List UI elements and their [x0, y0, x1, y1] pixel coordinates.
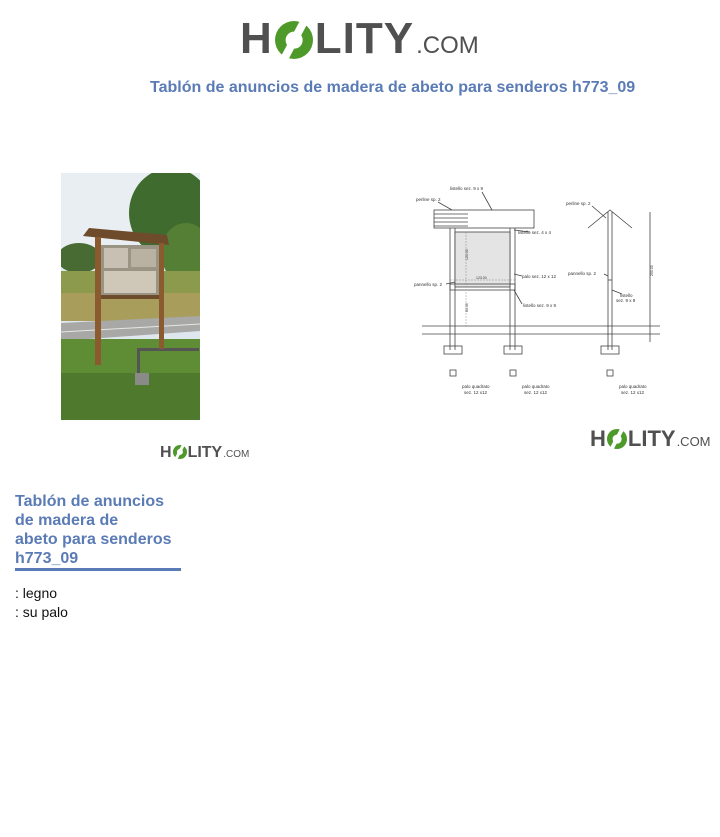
- holity-logo-small: [590, 426, 711, 452]
- logo-text-h: H: [240, 14, 273, 63]
- dim-height-post: 80.00: [465, 303, 469, 312]
- product-heading-line: abeto para senderos: [15, 531, 172, 548]
- label-listello-4x4: listello sez. 4 x 4: [518, 230, 552, 235]
- technical-drawing: [410, 180, 665, 400]
- logo-text-h: H: [590, 426, 606, 451]
- label-palo-quadrato-1: palo quadrato: [462, 384, 490, 389]
- product-heading-line: h773_09: [15, 550, 79, 567]
- product-heading-line: de madera de: [15, 512, 119, 529]
- spec-material: : legno: [15, 585, 58, 601]
- product-heading: [15, 492, 181, 571]
- label-listello-right-sez: sez. 9 x 9: [616, 298, 636, 303]
- label-listello-9x9: listello sez. 9 x 9: [523, 303, 557, 308]
- label-perline-right: perline sp. 2: [566, 201, 591, 206]
- label-perline-left: perline sp. 2: [416, 197, 441, 202]
- product-specs: [15, 584, 68, 622]
- logo-text-com: .COM: [676, 434, 711, 449]
- product-heading-line: Tablón de anuncios: [15, 493, 165, 510]
- label-sez-1: sez. 12 x12: [464, 390, 488, 395]
- label-sez-2: sez. 12 x12: [524, 390, 548, 395]
- label-palo-12x12: palo sez. 12 x 12: [522, 274, 557, 279]
- label-pannello-left: pannello sp. 2: [414, 282, 443, 287]
- logo-o-icon: [173, 445, 187, 459]
- logo-o-icon: [275, 21, 313, 59]
- logo-text-com: .COM: [223, 449, 250, 460]
- logo-text-com: .COM: [416, 32, 479, 59]
- logo-text-lity: LITY: [187, 444, 223, 461]
- product-photo: [61, 173, 200, 420]
- label-pannello-right: pannello sp. 2: [568, 271, 597, 276]
- dim-width: 123.00: [476, 276, 487, 280]
- spec-mounting: : su palo: [15, 604, 68, 620]
- logo-text-h: H: [160, 444, 172, 461]
- dim-height-total: 250.00: [650, 265, 654, 276]
- dim-height-panel: 120.00: [465, 249, 469, 260]
- page-title: Tablón de anuncios de madera de abeto para senderos h773_09: [150, 79, 636, 96]
- label-sez-3: sez. 12 x12: [621, 390, 645, 395]
- logo-text-lity: LITY: [627, 426, 676, 451]
- holity-logo[interactable]: [240, 14, 479, 64]
- holity-logo-small: [160, 443, 249, 462]
- logo-text-lity: LITY: [314, 14, 415, 63]
- label-palo-quadrato-3: palo quadrato: [619, 384, 647, 389]
- label-tettoia: listello sez. 9 x 9: [450, 186, 484, 191]
- label-listello-right: listello: [620, 293, 633, 298]
- logo-o-icon: [607, 429, 627, 449]
- label-palo-quadrato-2: palo quadrato: [522, 384, 550, 389]
